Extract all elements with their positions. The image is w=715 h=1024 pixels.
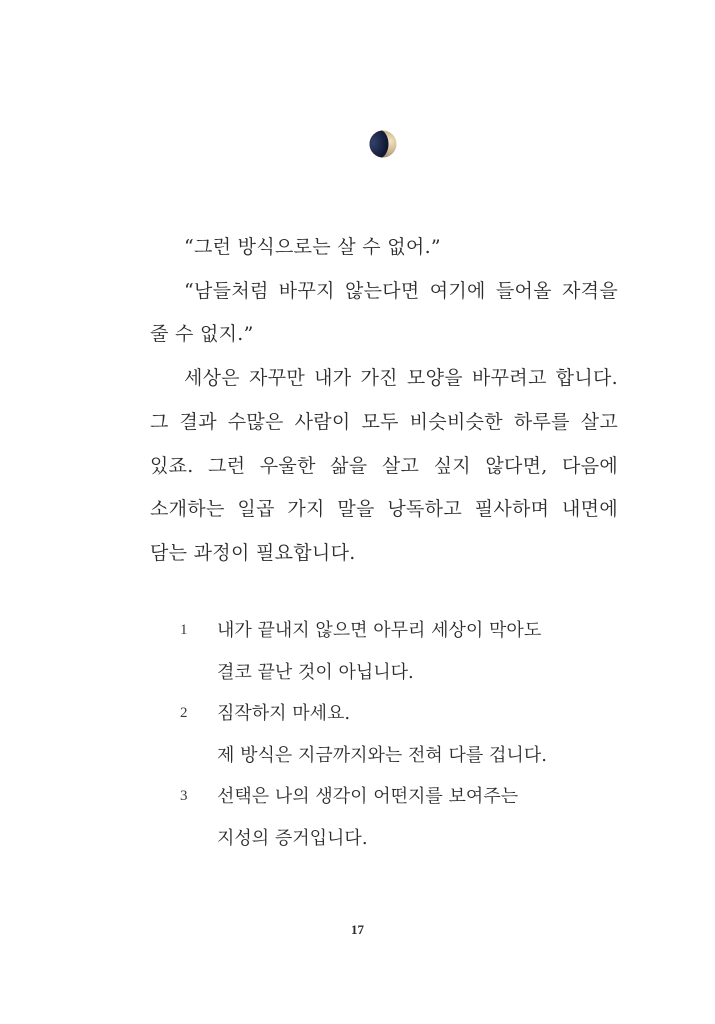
paragraph: “그런 방식으로는 살 수 없어.”	[184, 236, 441, 258]
page-number: 17	[351, 922, 364, 937]
list-item-line: 내가 끝내지 않으면 아무리 세상이 막아도	[217, 620, 542, 641]
paragraph: 세상은 자꾸만 내가 가진 모양을 바꾸려고 합니다. 그 결과 수많은 사람이 모두 비슷비슷한 하루를 살고 있죠. 그런 우울한 삶을 살고 싶지 않다면, 다음에 소개하는 일곱 가지 말을 낭독하고 필사하며 내면에 담는 과정이 필요합니다.	[150, 367, 618, 564]
list-item-number: 1	[180, 622, 188, 638]
list-item-number: 3	[180, 788, 188, 804]
list-item-line: 제 방식은 지금까지와는 전혀 다를 겁니다.	[217, 744, 547, 766]
paragraph: “남들처럼 바꾸지 않는다면 여기에 들어올 자격을 줄 수 없지.”	[150, 279, 618, 346]
body-text	[150, 226, 618, 576]
moon-phase-icon	[369, 130, 397, 158]
numbered-list	[180, 610, 610, 859]
list-item	[180, 610, 610, 693]
list-item-line: 짐작하지 마세요.	[217, 703, 351, 724]
list-item-line: 선택은 나의 생각이 어떤지를 보여주는	[217, 786, 519, 807]
list-item	[180, 776, 610, 859]
list-item	[180, 693, 610, 776]
list-item-number: 2	[180, 705, 188, 721]
list-item-line: 결코 끝난 것이 아닙니다.	[217, 661, 414, 683]
list-item-line: 지성의 증거입니다.	[217, 827, 368, 849]
